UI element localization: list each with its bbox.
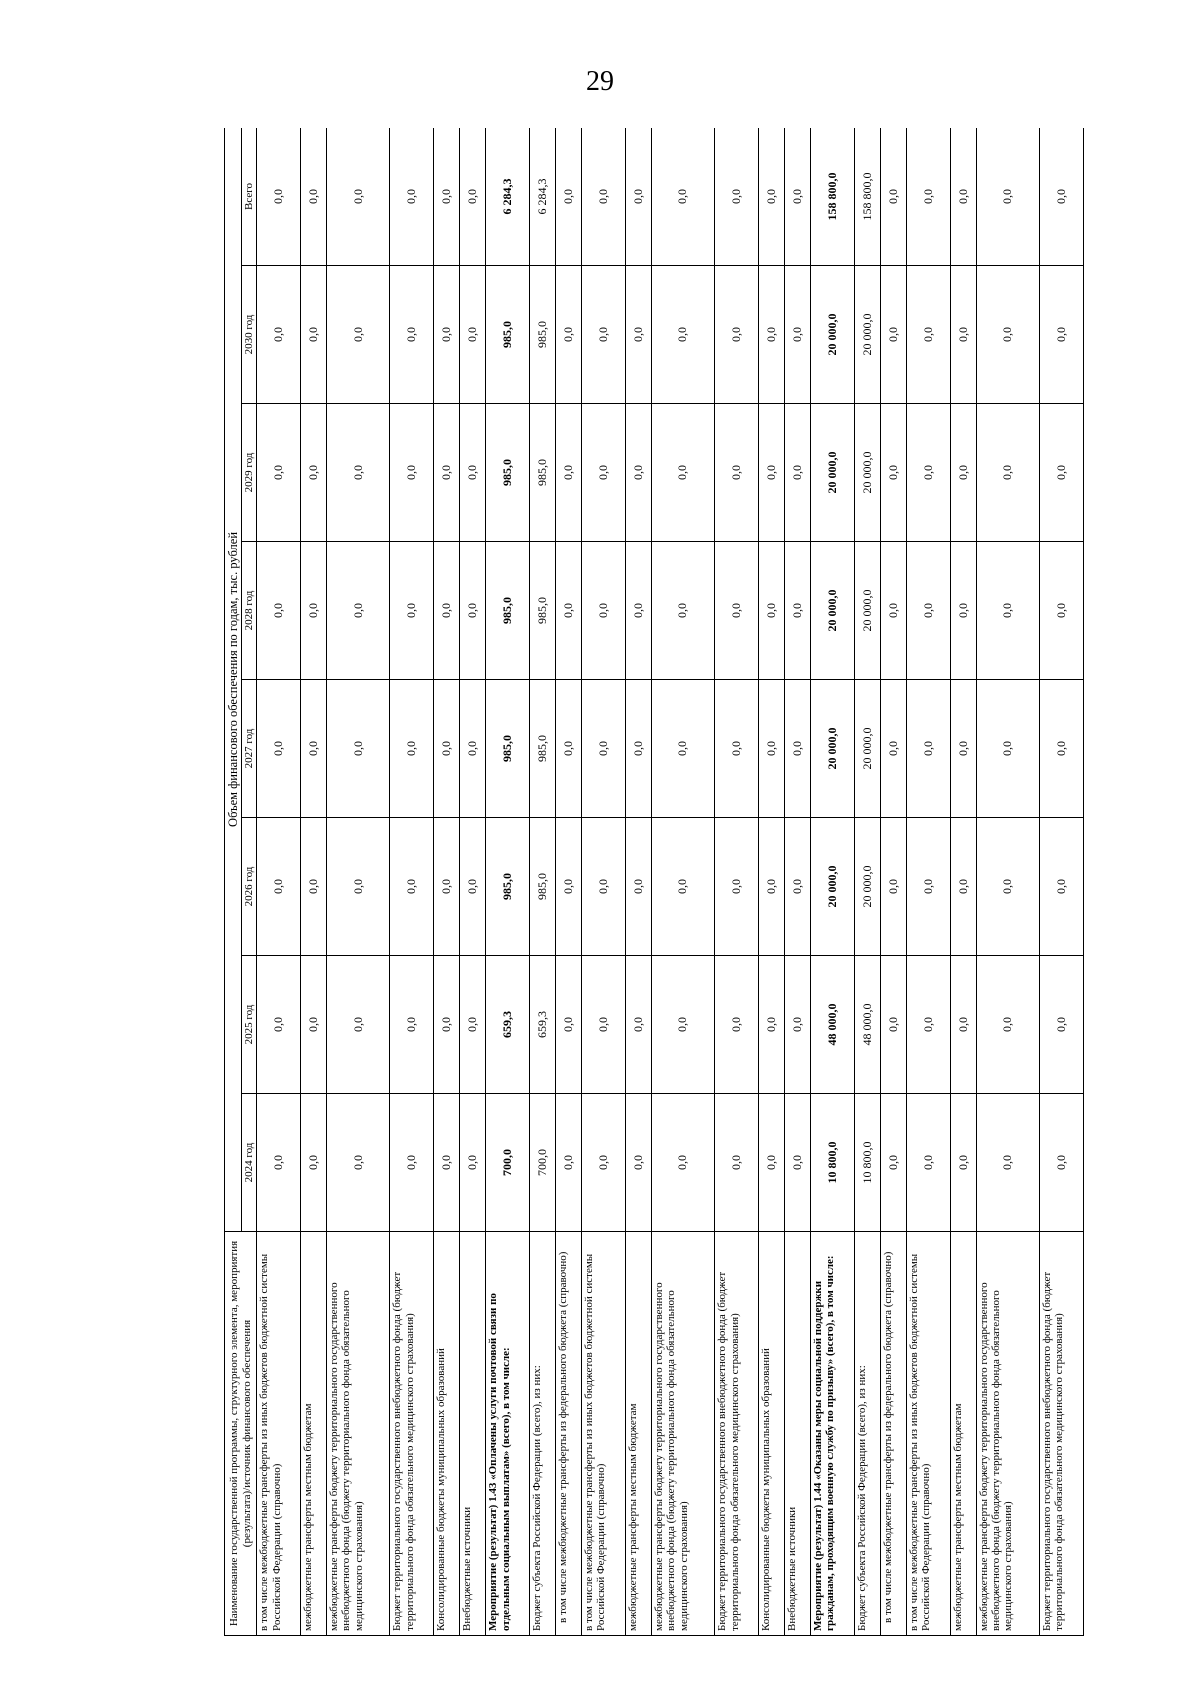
row-year-cell: 0,0 <box>434 404 460 542</box>
row-year-cell: 20 000,0 <box>811 818 855 956</box>
row-total-cell: 0,0 <box>390 128 434 266</box>
row-source-name: Внебюджетные источники <box>785 1232 811 1636</box>
row-source-name: Бюджет территориального государственного внебюджетного фонда (бюджет территориального фонда обязательного медицинского страхования) <box>715 1232 759 1636</box>
row-source-name: Бюджет субъекта Российской Федерации (всего), из них: <box>530 1232 556 1636</box>
row-year-cell: 0,0 <box>257 1094 301 1232</box>
row-year-cell: 0,0 <box>651 680 714 818</box>
row-year-cell: 0,0 <box>976 404 1039 542</box>
row-year-cell: 0,0 <box>976 818 1039 956</box>
row-year-cell: 0,0 <box>785 542 811 680</box>
row-year-cell: 985,0 <box>530 818 556 956</box>
name-column-header: Наименование государственной программы, структурного элемента, мероприятия (результата)/источник финансового обеспечения <box>225 1232 257 1636</box>
row-total-cell: 0,0 <box>651 128 714 266</box>
row-year-cell: 0,0 <box>460 680 486 818</box>
row-year-cell: 0,0 <box>390 680 434 818</box>
row-year-cell: 0,0 <box>880 680 906 818</box>
row-year-cell: 0,0 <box>651 404 714 542</box>
row-year-cell: 0,0 <box>1040 680 1084 818</box>
row-year-cell: 0,0 <box>327 1094 390 1232</box>
row-year-cell: 0,0 <box>301 818 327 956</box>
row-year-cell: 0,0 <box>880 818 906 956</box>
row-year-cell: 0,0 <box>950 1094 976 1232</box>
row-source-name: Бюджет территориального государственного внебюджетного фонда (бюджет территориального фонда обязательного медицинского страхования) <box>1040 1232 1084 1636</box>
row-year-cell: 0,0 <box>582 818 626 956</box>
row-year-cell: 0,0 <box>1040 266 1084 404</box>
row-total-cell: 0,0 <box>625 128 651 266</box>
year-header: 2029 год <box>242 404 257 542</box>
row-year-cell: 0,0 <box>950 266 976 404</box>
row-year-cell: 20 000,0 <box>854 404 880 542</box>
row-year-cell: 0,0 <box>582 956 626 1094</box>
row-source-name: межбюджетные трансферты бюджету территориального государственного внебюджетного фонда (бюджету территориального фонда обязательного медицинского страхования) <box>651 1232 714 1636</box>
row-total-cell: 0,0 <box>976 128 1039 266</box>
table-row <box>434 128 460 1636</box>
row-year-cell: 0,0 <box>715 404 759 542</box>
row-year-cell: 0,0 <box>390 1094 434 1232</box>
row-year-cell: 0,0 <box>906 266 950 404</box>
row-year-cell: 0,0 <box>758 956 784 1094</box>
row-year-cell: 0,0 <box>327 818 390 956</box>
table-row <box>582 128 626 1636</box>
row-year-cell: 0,0 <box>390 956 434 1094</box>
row-source-name: межбюджетные трансферты местным бюджетам <box>950 1232 976 1636</box>
total-header: Всего <box>242 128 257 266</box>
row-year-cell: 0,0 <box>390 404 434 542</box>
table-header <box>225 128 257 1636</box>
row-year-cell: 0,0 <box>758 542 784 680</box>
row-year-cell: 0,0 <box>1040 818 1084 956</box>
row-year-cell: 985,0 <box>486 680 530 818</box>
row-source-name: Консолидированные бюджеты муниципальных образований <box>758 1232 784 1636</box>
row-year-cell: 985,0 <box>486 266 530 404</box>
row-year-cell: 0,0 <box>758 266 784 404</box>
row-source-name: Бюджет субъекта Российской Федерации (всего), из них: <box>854 1232 880 1636</box>
row-year-cell: 0,0 <box>327 542 390 680</box>
row-year-cell: 0,0 <box>390 818 434 956</box>
page-number: 29 <box>586 66 614 97</box>
row-year-cell: 0,0 <box>460 1094 486 1232</box>
row-year-cell: 0,0 <box>950 542 976 680</box>
row-year-cell: 985,0 <box>486 404 530 542</box>
row-year-cell: 0,0 <box>715 542 759 680</box>
row-year-cell: 0,0 <box>301 680 327 818</box>
row-year-cell: 0,0 <box>880 266 906 404</box>
row-year-cell: 0,0 <box>785 818 811 956</box>
table-row <box>976 128 1039 1636</box>
row-year-cell: 0,0 <box>582 680 626 818</box>
row-year-cell: 0,0 <box>1040 956 1084 1094</box>
row-year-cell: 0,0 <box>906 680 950 818</box>
row-total-cell: 6 284,3 <box>530 128 556 266</box>
row-year-cell: 0,0 <box>976 680 1039 818</box>
row-year-cell: 0,0 <box>301 542 327 680</box>
row-year-cell: 0,0 <box>758 404 784 542</box>
row-year-cell: 0,0 <box>1040 542 1084 680</box>
row-year-cell: 0,0 <box>906 404 950 542</box>
row-source-name: в том числе межбюджетные трансферты из иных бюджетов бюджетной системы Российской Федерации (справочно) <box>582 1232 626 1636</box>
row-year-cell: 0,0 <box>625 818 651 956</box>
row-year-cell: 48 000,0 <box>811 956 855 1094</box>
row-year-cell: 0,0 <box>906 818 950 956</box>
row-year-cell: 0,0 <box>715 266 759 404</box>
row-year-cell: 985,0 <box>486 818 530 956</box>
row-year-cell: 0,0 <box>327 266 390 404</box>
row-year-cell: 0,0 <box>556 680 582 818</box>
row-year-cell: 0,0 <box>651 542 714 680</box>
row-year-cell: 0,0 <box>651 956 714 1094</box>
table-row <box>651 128 714 1636</box>
row-total-cell: 0,0 <box>582 128 626 266</box>
table-row <box>301 128 327 1636</box>
row-year-cell: 48 000,0 <box>854 956 880 1094</box>
row-year-cell: 10 800,0 <box>854 1094 880 1232</box>
row-source-name: межбюджетные трансферты местным бюджетам <box>301 1232 327 1636</box>
row-year-cell: 0,0 <box>301 1094 327 1232</box>
row-year-cell: 0,0 <box>785 404 811 542</box>
row-year-cell: 0,0 <box>460 818 486 956</box>
row-year-cell: 985,0 <box>530 266 556 404</box>
row-total-cell: 158 800,0 <box>811 128 855 266</box>
row-year-cell: 20 000,0 <box>854 542 880 680</box>
row-year-cell: 10 800,0 <box>811 1094 855 1232</box>
year-header: 2027 год <box>242 680 257 818</box>
row-year-cell: 0,0 <box>950 956 976 1094</box>
rotated-table-wrapper <box>224 128 1084 1636</box>
row-total-cell: 0,0 <box>434 128 460 266</box>
row-year-cell: 0,0 <box>950 818 976 956</box>
row-year-cell: 985,0 <box>530 680 556 818</box>
row-year-cell: 0,0 <box>257 680 301 818</box>
table-row <box>1040 128 1084 1636</box>
row-year-cell: 0,0 <box>434 680 460 818</box>
row-year-cell: 0,0 <box>301 404 327 542</box>
row-year-cell: 0,0 <box>625 542 651 680</box>
row-source-name: в том числе межбюджетные трансферты из федерального бюджета (справочно) <box>880 1232 906 1636</box>
row-year-cell: 0,0 <box>715 818 759 956</box>
row-total-cell: 158 800,0 <box>854 128 880 266</box>
row-year-cell: 0,0 <box>976 956 1039 1094</box>
rotated-table-frame <box>224 128 1084 1636</box>
row-year-cell: 0,0 <box>257 818 301 956</box>
row-total-cell: 0,0 <box>880 128 906 266</box>
row-source-name: в том числе межбюджетные трансферты из федерального бюджета (справочно) <box>556 1232 582 1636</box>
row-year-cell: 0,0 <box>582 404 626 542</box>
row-total-cell: 0,0 <box>301 128 327 266</box>
table-row <box>257 128 301 1636</box>
row-year-cell: 0,0 <box>785 680 811 818</box>
row-total-cell: 0,0 <box>327 128 390 266</box>
row-year-cell: 0,0 <box>758 818 784 956</box>
row-year-cell: 0,0 <box>625 266 651 404</box>
row-source-name: межбюджетные трансферты местным бюджетам <box>625 1232 651 1636</box>
row-year-cell: 0,0 <box>758 1094 784 1232</box>
year-header: 2030 год <box>242 266 257 404</box>
row-year-cell: 0,0 <box>950 404 976 542</box>
row-year-cell: 0,0 <box>1040 404 1084 542</box>
row-year-cell: 0,0 <box>460 404 486 542</box>
row-year-cell: 700,0 <box>486 1094 530 1232</box>
table-row <box>625 128 651 1636</box>
row-year-cell: 0,0 <box>257 404 301 542</box>
table-row <box>811 128 855 1636</box>
row-year-cell: 0,0 <box>257 542 301 680</box>
row-total-cell: 0,0 <box>460 128 486 266</box>
row-year-cell: 0,0 <box>301 266 327 404</box>
row-year-cell: 20 000,0 <box>811 266 855 404</box>
row-year-cell: 659,3 <box>486 956 530 1094</box>
row-year-cell: 0,0 <box>976 266 1039 404</box>
row-year-cell: 0,0 <box>301 956 327 1094</box>
row-year-cell: 0,0 <box>976 542 1039 680</box>
row-year-cell: 0,0 <box>651 818 714 956</box>
row-year-cell: 0,0 <box>434 266 460 404</box>
table-body <box>257 128 1084 1636</box>
year-header: 2028 год <box>242 542 257 680</box>
row-year-cell: 0,0 <box>460 266 486 404</box>
row-year-cell: 0,0 <box>390 266 434 404</box>
table-row <box>460 128 486 1636</box>
row-total-cell: 0,0 <box>1040 128 1084 266</box>
row-source-name: в том числе межбюджетные трансферты из иных бюджетов бюджетной системы Российской Федерации (справочно) <box>906 1232 950 1636</box>
row-year-cell: 0,0 <box>390 542 434 680</box>
row-year-cell: 20 000,0 <box>811 404 855 542</box>
row-year-cell: 0,0 <box>327 680 390 818</box>
row-year-cell: 0,0 <box>582 266 626 404</box>
row-source-name: Бюджет территориального государственного внебюджетного фонда (бюджет территориального фонда обязательного медицинского страхования) <box>390 1232 434 1636</box>
row-year-cell: 0,0 <box>625 956 651 1094</box>
row-year-cell: 0,0 <box>434 956 460 1094</box>
row-year-cell: 0,0 <box>434 542 460 680</box>
row-total-cell: 0,0 <box>257 128 301 266</box>
row-total-cell: 0,0 <box>785 128 811 266</box>
row-year-cell: 0,0 <box>906 1094 950 1232</box>
row-year-cell: 0,0 <box>651 1094 714 1232</box>
row-year-cell: 0,0 <box>556 818 582 956</box>
row-year-cell: 0,0 <box>625 680 651 818</box>
row-total-cell: 0,0 <box>556 128 582 266</box>
row-year-cell: 0,0 <box>785 266 811 404</box>
row-year-cell: 20 000,0 <box>811 680 855 818</box>
row-year-cell: 20 000,0 <box>811 542 855 680</box>
row-total-cell: 6 284,3 <box>486 128 530 266</box>
row-year-cell: 0,0 <box>556 1094 582 1232</box>
table-row <box>950 128 976 1636</box>
row-year-cell: 0,0 <box>1040 1094 1084 1232</box>
year-header: 2024 год <box>242 1094 257 1232</box>
row-year-cell: 985,0 <box>530 404 556 542</box>
row-year-cell: 0,0 <box>880 956 906 1094</box>
table-row <box>390 128 434 1636</box>
row-year-cell: 0,0 <box>625 1094 651 1232</box>
row-year-cell: 0,0 <box>556 404 582 542</box>
row-year-cell: 985,0 <box>486 542 530 680</box>
row-total-cell: 0,0 <box>758 128 784 266</box>
row-year-cell: 0,0 <box>880 1094 906 1232</box>
table-row <box>530 128 556 1636</box>
row-year-cell: 0,0 <box>556 956 582 1094</box>
row-year-cell: 0,0 <box>785 1094 811 1232</box>
row-year-cell: 0,0 <box>950 680 976 818</box>
row-year-cell: 700,0 <box>530 1094 556 1232</box>
row-year-cell: 0,0 <box>906 956 950 1094</box>
row-source-name: межбюджетные трансферты бюджету территориального государственного внебюджетного фонда (бюджету территориального фонда обязательного медицинского страхования) <box>976 1232 1039 1636</box>
table-row <box>854 128 880 1636</box>
row-year-cell: 0,0 <box>460 542 486 680</box>
table-row <box>327 128 390 1636</box>
row-year-cell: 0,0 <box>257 956 301 1094</box>
row-year-cell: 0,0 <box>880 542 906 680</box>
row-year-cell: 0,0 <box>758 680 784 818</box>
row-year-cell: 659,3 <box>530 956 556 1094</box>
row-year-cell: 20 000,0 <box>854 266 880 404</box>
table-row <box>715 128 759 1636</box>
row-year-cell: 0,0 <box>715 680 759 818</box>
row-year-cell: 0,0 <box>625 404 651 542</box>
table-row <box>785 128 811 1636</box>
table-row <box>880 128 906 1636</box>
row-year-cell: 0,0 <box>460 956 486 1094</box>
row-year-cell: 0,0 <box>434 818 460 956</box>
row-total-cell: 0,0 <box>906 128 950 266</box>
table-row <box>758 128 784 1636</box>
row-source-name: в том числе межбюджетные трансферты из иных бюджетов бюджетной системы Российской Федерации (справочно) <box>257 1232 301 1636</box>
row-source-name: Мероприятие (результат) 1.43 «Оплачены услуги почтовой связи по отдельным социальным выплатам» (всего), в том числе: <box>486 1232 530 1636</box>
row-year-cell: 0,0 <box>582 542 626 680</box>
row-year-cell: 0,0 <box>880 404 906 542</box>
row-year-cell: 0,0 <box>556 542 582 680</box>
row-source-name: межбюджетные трансферты бюджету территориального государственного внебюджетного фонда (бюджету территориального фонда обязательного медицинского страхования) <box>327 1232 390 1636</box>
row-year-cell: 0,0 <box>976 1094 1039 1232</box>
table-row <box>906 128 950 1636</box>
row-total-cell: 0,0 <box>950 128 976 266</box>
row-source-name: Мероприятие (результат) 1.44 «Оказаны меры социальной поддержки гражданам, проходящим военную службу по призыву» (всего), в том числе: <box>811 1232 855 1636</box>
row-source-name: Внебюджетные источники <box>460 1232 486 1636</box>
row-total-cell: 0,0 <box>715 128 759 266</box>
row-year-cell: 0,0 <box>651 266 714 404</box>
budget-table <box>224 128 1084 1636</box>
row-year-cell: 20 000,0 <box>854 818 880 956</box>
row-year-cell: 0,0 <box>327 956 390 1094</box>
table-row <box>486 128 530 1636</box>
row-year-cell: 0,0 <box>257 266 301 404</box>
row-year-cell: 0,0 <box>785 956 811 1094</box>
row-year-cell: 0,0 <box>327 404 390 542</box>
row-source-name: Консолидированные бюджеты муниципальных образований <box>434 1232 460 1636</box>
row-year-cell: 0,0 <box>582 1094 626 1232</box>
year-header: 2026 год <box>242 818 257 956</box>
funding-group-header: Объем финансового обеспечения по годам, тыс. рублей <box>225 128 242 1232</box>
table-row <box>556 128 582 1636</box>
row-year-cell: 0,0 <box>715 956 759 1094</box>
row-year-cell: 0,0 <box>715 1094 759 1232</box>
row-year-cell: 0,0 <box>434 1094 460 1232</box>
year-header: 2025 год <box>242 956 257 1094</box>
row-year-cell: 985,0 <box>530 542 556 680</box>
row-year-cell: 0,0 <box>556 266 582 404</box>
row-year-cell: 20 000,0 <box>854 680 880 818</box>
row-year-cell: 0,0 <box>906 542 950 680</box>
